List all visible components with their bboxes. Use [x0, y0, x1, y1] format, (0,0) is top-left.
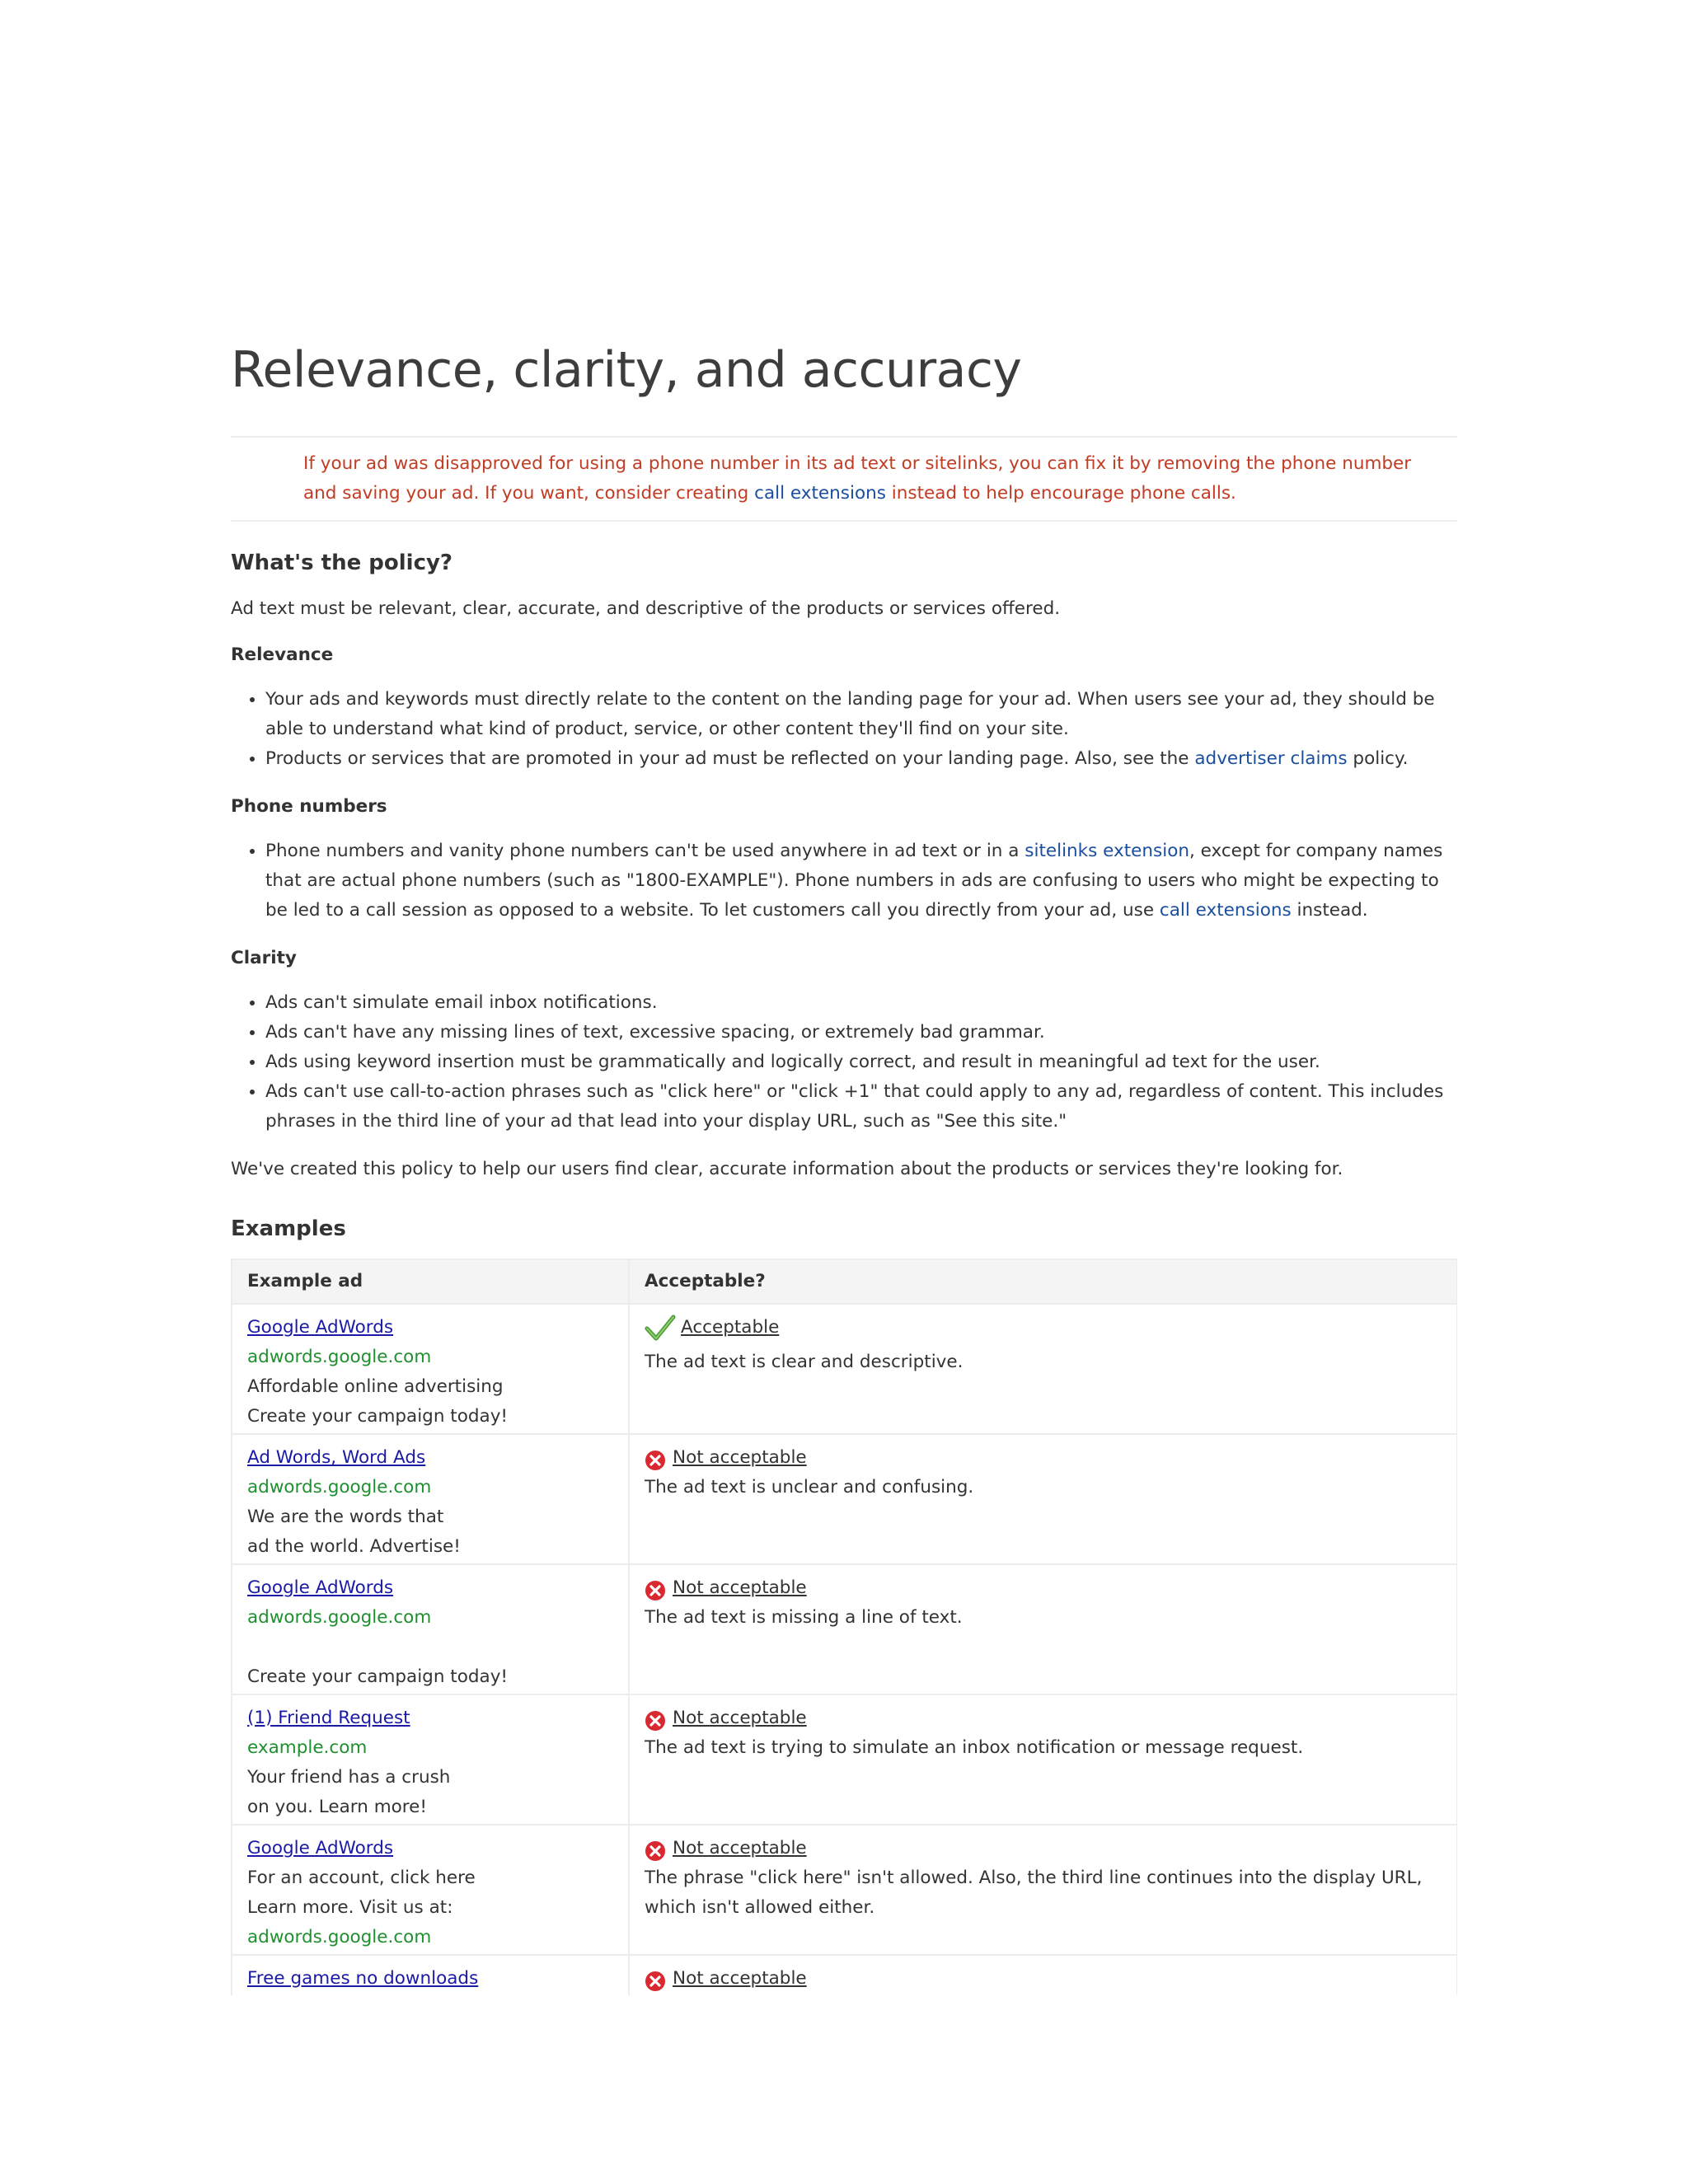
- ad-display-url: adwords.google.com: [247, 1477, 432, 1497]
- clarity-item: • Ads can't use call-to-action phrases such as "click here" or "click +1" that could apply to any ad, regardless of content. This includes phrases in the third line of your ad that lead into your display URL, such as "See this site.": [265, 1077, 1457, 1137]
- ad-display-url: adwords.google.com: [247, 1607, 432, 1628]
- ad-display-url: adwords.google.com: [247, 1927, 432, 1947]
- column-header-example-ad: Example ad: [232, 1259, 629, 1304]
- verdict-reason: The ad text is trying to simulate an inbox notification or message request.: [645, 1737, 1304, 1758]
- ad-description-line: [247, 1633, 613, 1662]
- verdict-reason: The phrase "click here" isn't allowed. Also, the third line continues into the display URL, which isn't allowed either.: [645, 1868, 1423, 1918]
- clarity-item: • Ads can't have any missing lines of text, excessive spacing, or extremely bad grammar.: [265, 1018, 1457, 1047]
- verdict-label: Not acceptable: [673, 1838, 807, 1858]
- ad-headline-link[interactable]: Free games no downloads: [247, 1968, 479, 1989]
- relevance-item-text: Products or services that are promoted in your ad must be reflected on your landing page. Also, see the: [265, 748, 1195, 769]
- ad-description-line: Learn more. Visit us at:: [247, 1897, 453, 1918]
- relevance-list: [231, 685, 1457, 774]
- verdict: [645, 1834, 1442, 1863]
- verdict-label: Acceptable: [681, 1317, 780, 1338]
- verdict-cell: [629, 1304, 1457, 1434]
- verdict-cell: [629, 1434, 1457, 1564]
- error-x-icon: [645, 1450, 666, 1471]
- examples-heading: Examples: [231, 1216, 346, 1241]
- relevance-heading: Relevance: [231, 644, 334, 665]
- ad-headline-link[interactable]: Google AdWords: [247, 1577, 394, 1598]
- ad-description-line: For an account, click here: [247, 1868, 476, 1888]
- checkmark-icon: [645, 1314, 676, 1342]
- verdict: [645, 1704, 1442, 1733]
- ad-headline-link[interactable]: Ad Words, Word Ads: [247, 1447, 426, 1468]
- ad-display-url: adwords.google.com: [247, 1347, 432, 1367]
- verdict-cell: [629, 1955, 1457, 1995]
- examples-table-container: [231, 1258, 1457, 1995]
- clarity-heading: Clarity: [231, 948, 297, 968]
- phone-item-text: , except for company names that are actual phone numbers (such as "1800-EXAMPLE"). Phone numbers in ads are confusing to users who might be expecting to be led to a call session as opposed to a website. To let customers call you directly from your ad, use: [265, 841, 1443, 921]
- verdict: [645, 1443, 1442, 1473]
- example-ad-cell: [232, 1304, 629, 1434]
- example-ad-cell: [232, 1564, 629, 1694]
- relevance-item-text: policy.: [1347, 748, 1409, 769]
- notice-text-before: If your ad was disapproved for using a phone number in its ad text or sitelinks, you can fix it by removing the phone number and saving your ad. If you want, consider creating: [303, 453, 1412, 504]
- policy-intro: Ad text must be relevant, clear, accurate, and descriptive of the products or services offered.: [231, 598, 1061, 619]
- phone-numbers-list: [231, 837, 1457, 926]
- error-x-icon: [645, 1710, 666, 1732]
- phone-numbers-item: [265, 837, 1457, 926]
- ad-display-url: example.com: [247, 1737, 368, 1758]
- phone-item-text: instead.: [1291, 900, 1368, 921]
- verdict: [645, 1964, 1442, 1994]
- verdict-reason: The ad text is clear and descriptive.: [645, 1352, 964, 1372]
- table-row: [232, 1825, 1457, 1955]
- example-ad-cell: [232, 1825, 629, 1955]
- verdict-cell: [629, 1825, 1457, 1955]
- verdict-label: Not acceptable: [673, 1968, 807, 1989]
- clarity-list: [231, 988, 1457, 1137]
- ad-description-line: Create your campaign today!: [247, 1666, 509, 1687]
- table-row: [232, 1694, 1457, 1825]
- phone-numbers-heading: Phone numbers: [231, 796, 387, 817]
- verdict-reason: The ad text is missing a line of text.: [645, 1607, 963, 1628]
- error-x-icon: [645, 1971, 666, 1992]
- ad-description-line: Affordable online advertising: [247, 1376, 504, 1397]
- sitelinks-extension-link[interactable]: sitelinks extension: [1025, 841, 1189, 861]
- clarity-item: • Ads using keyword insertion must be grammatically and logically correct, and result in meaningful ad text for the user.: [265, 1047, 1457, 1077]
- example-ad-cell: [232, 1955, 629, 1995]
- verdict: [645, 1573, 1442, 1603]
- ad-headline-link[interactable]: Google AdWords: [247, 1838, 394, 1858]
- call-extensions-link[interactable]: call extensions: [1159, 900, 1292, 921]
- ad-description-line: ad the world. Advertise!: [247, 1536, 461, 1557]
- table-row: [232, 1304, 1457, 1434]
- advertiser-claims-link[interactable]: advertiser claims: [1194, 748, 1348, 769]
- ad-description-line: Your friend has a crush: [247, 1767, 451, 1788]
- verdict-cell: [629, 1694, 1457, 1825]
- ad-description-line: Create your campaign today!: [247, 1406, 509, 1427]
- disapproval-notice: [231, 436, 1457, 522]
- verdict-cell: [629, 1564, 1457, 1694]
- policy-closing: We've created this policy to help our users find clear, accurate information about the products or services they're looking for.: [231, 1159, 1343, 1179]
- example-ad-cell: [232, 1434, 629, 1564]
- verdict: [645, 1313, 1442, 1343]
- table-header-row: [232, 1259, 1457, 1304]
- example-ad-cell: [232, 1694, 629, 1825]
- page-title: Relevance, clarity, and accuracy: [231, 341, 1022, 399]
- document-page: [231, 334, 1457, 1995]
- ad-headline-link[interactable]: (1) Friend Request: [247, 1708, 410, 1728]
- table-row: [232, 1434, 1457, 1564]
- policy-heading: What's the policy?: [231, 551, 453, 575]
- column-header-acceptable: Acceptable?: [629, 1259, 1457, 1304]
- ad-headline-link[interactable]: Google AdWords: [247, 1317, 394, 1338]
- table-row: [232, 1955, 1457, 1995]
- phone-item-text: Phone numbers and vanity phone numbers can't be used anywhere in ad text or in a: [265, 841, 1025, 861]
- relevance-item: [265, 744, 1457, 774]
- verdict-reason: The ad text is unclear and confusing.: [645, 1477, 974, 1497]
- ad-description-line: We are the words that: [247, 1507, 444, 1527]
- notice-call-extensions-link[interactable]: call extensions: [754, 483, 886, 504]
- clarity-item: • Ads can't simulate email inbox notifications.: [265, 988, 1457, 1018]
- verdict-label: Not acceptable: [673, 1708, 807, 1728]
- relevance-item: • Your ads and keywords must directly relate to the content on the landing page for your ad. When users see your ad, they should be able to understand what kind of product, service, or other content they'll find on your site.: [265, 685, 1457, 744]
- examples-table: [231, 1258, 1457, 1995]
- table-row: [232, 1564, 1457, 1694]
- error-x-icon: [645, 1580, 666, 1601]
- verdict-label: Not acceptable: [673, 1577, 807, 1598]
- notice-text-after: instead to help encourage phone calls.: [885, 483, 1236, 504]
- ad-description-line: on you. Learn more!: [247, 1797, 428, 1817]
- verdict-label: Not acceptable: [673, 1447, 807, 1468]
- error-x-icon: [645, 1840, 666, 1862]
